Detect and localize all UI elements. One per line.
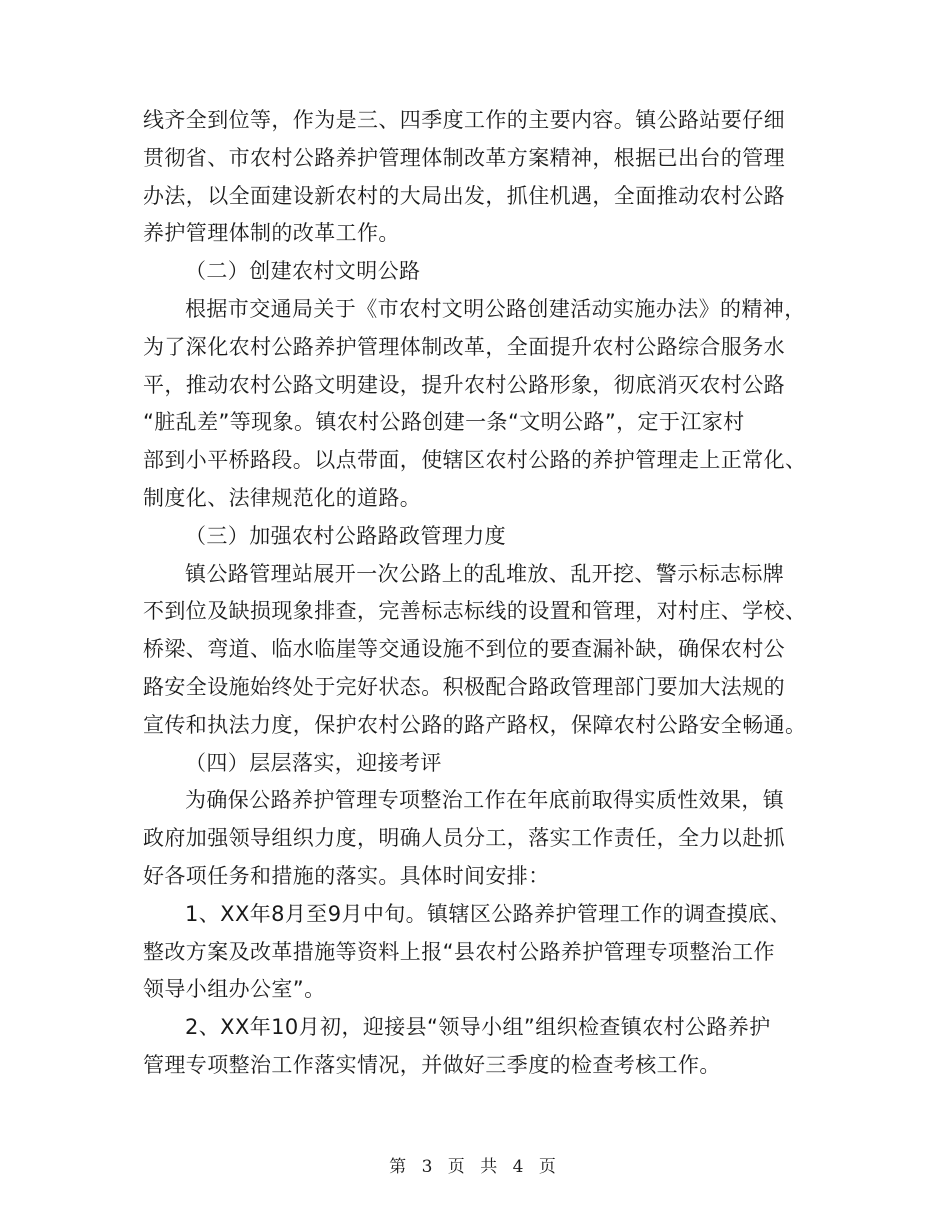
text-line: 为确保公路养护管理专项整治工作在年底前取得实质性效果，镇: [185, 788, 785, 813]
text-line: 好各项任务和措施的落实。具体时间安排：: [143, 863, 550, 888]
text-line: （三）加强农村公路路政管理力度: [185, 523, 506, 548]
paragraph: [143, 934, 807, 1010]
paragraph: [143, 1009, 807, 1047]
text-line: 整改方案及改革措施等资料上报“县农村公路养护管理专项整治工作: [143, 939, 775, 964]
paragraph: [143, 329, 807, 518]
text-line: 1、XX年8月至9月中旬。镇辖区公路养护管理工作的调查摸底、: [185, 901, 791, 926]
paragraph: [143, 1047, 807, 1085]
text-line: 政府加强领导组织力度，明确人员分工，落实工作责任，全力以赴抓: [143, 826, 785, 851]
text-line: “脏乱差”等现象。镇农村公路创建一条“文明公路”，定于江家村: [143, 410, 745, 435]
text-line: 路安全设施始终处于完好状态。积极配合路政管理部门要加大法规的: [143, 674, 785, 699]
paragraph: [143, 518, 807, 556]
text-line: 养护管理体制的改革工作。: [143, 221, 400, 246]
text-line: （四）层层落实，迎接考评: [185, 750, 442, 775]
text-line: （二）创建农村文明公路: [185, 259, 421, 284]
paragraph: [143, 896, 807, 934]
text-line: 为了深化农村公路养护管理体制改革，全面提升农村公路综合服务水: [143, 334, 785, 359]
paragraph: [143, 253, 807, 291]
text-line: 管理专项整治工作落实情况，并做好三季度的检查考核工作。: [143, 1052, 721, 1077]
paragraph: [143, 820, 807, 896]
text-line: 不到位及缺损现象排查，完善标志标线的设置和管理，对村庄、学校、: [143, 599, 807, 624]
text-line: 2、XX年10月初，迎接县“领导小组”组织检查镇农村公路养护: [185, 1015, 771, 1040]
page-footer: 第 3 页 共 4 页: [389, 1157, 561, 1177]
text-line: 宣传和执法力度，保护农村公路的路产路权，保障农村公路安全畅通。: [143, 712, 807, 737]
paragraph: [143, 745, 807, 783]
text-line: 镇公路管理站展开一次公路上的乱堆放、乱开挖、警示标志标牌: [185, 561, 785, 586]
text-line: 贯彻省、市农村公路养护管理体制改革方案精神，根据已出台的管理: [143, 145, 785, 170]
paragraph: [143, 102, 807, 253]
text-line: 平，推动农村公路文明建设，提升农村公路形象，彻底消灭农村公路: [143, 372, 785, 397]
text-line: 制度化、法律规范化的道路。: [143, 485, 422, 510]
text-line: 线齐全到位等，作为是三、四季度工作的主要内容。镇公路站要仔细: [143, 108, 785, 132]
document-body: [143, 102, 807, 1085]
text-line: 办法，以全面建设新农村的大局出发，抓住机遇，全面推动农村公路: [143, 183, 785, 208]
text-line: 部到小平桥路段。以点带面，使辖区农村公路的养护管理走上正常化、: [143, 448, 807, 473]
paragraph: [143, 782, 807, 820]
text-line: 桥梁、弯道、临水临崖等交通设施不到位的要查漏补缺，确保农村公: [143, 637, 785, 662]
paragraph: [143, 593, 807, 744]
paragraph: [143, 556, 807, 594]
paragraph: [143, 291, 807, 329]
text-line: 领导小组办公室”。: [143, 977, 326, 1002]
text-line: 根据市交通局关于《市农村文明公路创建活动实施办法》的精神，: [185, 296, 806, 321]
